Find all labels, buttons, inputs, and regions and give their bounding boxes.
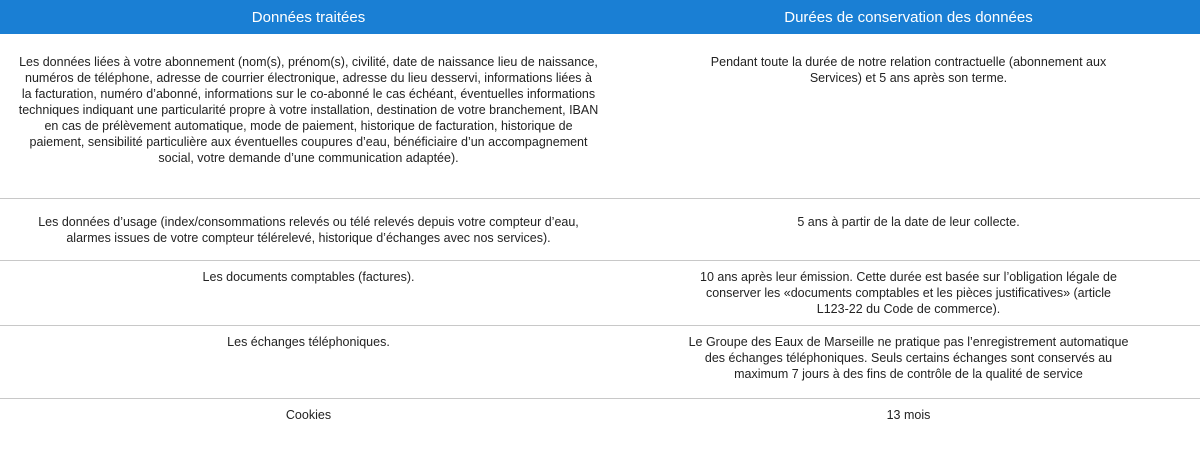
table-row [0, 261, 1200, 326]
table-row [0, 399, 1200, 453]
data-text: Cookies [19, 407, 599, 423]
table-row [0, 199, 1200, 261]
duration-cell [617, 326, 1200, 399]
duration-text: 5 ans à partir de la date de leur collecte. [689, 214, 1129, 230]
header-data-processed: Données traitées [0, 0, 617, 34]
data-text: Les échanges téléphoniques. [19, 334, 599, 350]
duration-cell [617, 199, 1200, 261]
duration-text: 10 ans après leur émission. Cette durée est basée sur l’obligation légale de conserver les «documents comptables et les pièces justificatives» (article L123-22 du Code de commerce). [689, 269, 1129, 317]
duration-cell [617, 34, 1200, 199]
data-text: Les documents comptables (factures). [19, 269, 599, 285]
table-header [0, 0, 1200, 34]
table-row [0, 326, 1200, 399]
header-retention-duration: Durées de conservation des données [617, 0, 1200, 34]
table-body [0, 34, 1200, 453]
duration-cell [617, 399, 1200, 453]
data-cell [0, 261, 617, 326]
duration-text: Pendant toute la durée de notre relation contractuelle (abonnement aux Services) et 5 ans après son terme. [689, 54, 1129, 86]
data-text: Les données liées à votre abonnement (nom(s), prénom(s), civilité, date de naissance lieu de naissance, numéros de téléphone, adresse de courrier électronique, adresse du lieu desservi, informations liées à la facturation, numéro d’abonné, informations sur le co-abonné le cas échéant, éventuelles informations techniques indiquant une particularité propre à votre installation, destination de votre branchement, IBAN en cas de prélèvement automatique, mode de paiement, historique de facturation, historique de paiement, sensibilité particulière aux éventuelles coupures d’eau, bénéficiaire d’un accompagnement social, votre demande d’une communication adaptée). [19, 54, 599, 166]
data-cell [0, 399, 617, 453]
data-cell [0, 326, 617, 399]
table-row [0, 34, 1200, 199]
duration-text: 13 mois [689, 407, 1129, 423]
data-cell [0, 199, 617, 261]
header-row [0, 0, 1200, 34]
data-cell [0, 34, 617, 199]
data-text: Les données d’usage (index/consommations relevés ou télé relevés depuis votre compteur d’eau, alarmes issues de votre compteur télérelevé, historique d’échanges avec nos services). [19, 214, 599, 246]
duration-text: Le Groupe des Eaux de Marseille ne pratique pas l’enregistrement automatique des échanges téléphoniques. Seuls certains échanges sont conservés au maximum 7 jours à des fins de contrôle de la qualité de service [689, 334, 1129, 382]
duration-cell [617, 261, 1200, 326]
